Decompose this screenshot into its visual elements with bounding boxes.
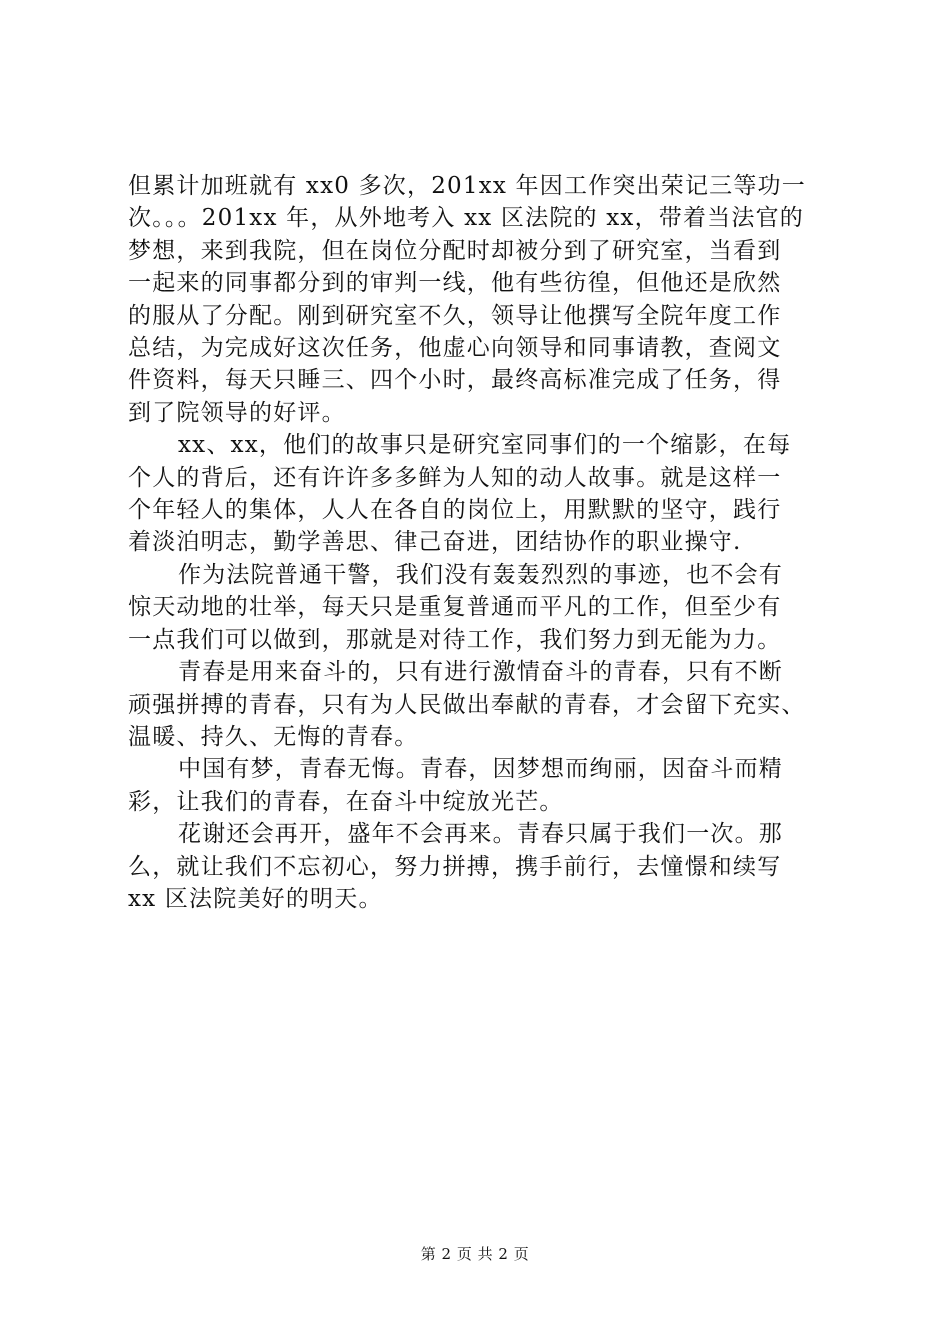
text-line: 一点我们可以做到，那就是对待工作，我们努力到无能为力。 [128, 626, 782, 653]
text-line: 着淡泊明志，勤学善思、律己奋进，团结协作的职业操守. [128, 529, 742, 556]
paragraph [128, 656, 828, 753]
text-line: 次。。。201xx 年，从外地考入 xx 区法院的 xx，带着当法官的 [128, 205, 804, 232]
text-line: 总结，为完成好这次任务，他虚心向领导和同事请教，查阅文 [128, 335, 782, 362]
text-line: 但累计加班就有 xx0 多次，201xx 年因工作突出荣记三等功一 [128, 173, 806, 199]
text-line: 花谢还会再开，盛年不会再来。青春只属于我们一次。那 [178, 821, 783, 848]
text-line: 惊天动地的壮举，每天只是重复普通而平凡的工作，但至少有 [128, 594, 782, 621]
document-body [128, 170, 828, 915]
text-line: 温暖、持久、无悔的青春。 [128, 723, 419, 750]
paragraph [128, 429, 828, 559]
text-line: 中国有梦，青春无悔。青春，因梦想而绚丽，因奋斗而精 [178, 756, 783, 783]
text-line: 青春是用来奋斗的，只有进行激情奋斗的青春，只有不断 [178, 659, 783, 686]
text-line: 件资料，每天只睡三、四个小时，最终高标准完成了任务，得 [128, 367, 782, 394]
text-line: 一起来的同事都分到的审判一线，他有些彷徨，但他还是欣然 [128, 270, 782, 297]
text-line: xx 区法院美好的明天。 [128, 885, 383, 912]
text-line: 个年轻人的集体，人人在各自的岗位上，用默默的坚守，践行 [128, 497, 782, 524]
text-line: 的服从了分配。刚到研究室不久，领导让他撰写全院年度工作 [128, 302, 782, 329]
page-footer: 第 2 页 共 2 页 [420, 1245, 530, 1263]
text-line: 顽强拼搏的青春，只有为人民做出奉献的青春，才会留下充实、 [128, 691, 806, 718]
paragraph [128, 559, 828, 656]
text-line: 彩，让我们的青春，在奋斗中绽放光芒。 [128, 788, 564, 815]
text-line: xx、xx，他们的故事只是研究室同事们的一个缩影，在每 [178, 432, 792, 459]
text-line: 么，就让我们不忘初心，努力拼搏，携手前行，去憧憬和续写 [128, 853, 782, 880]
paragraph [128, 753, 828, 818]
text-line: 个人的背后，还有许许多多鲜为人知的动人故事。就是这样一 [128, 464, 782, 491]
paragraph [128, 170, 828, 429]
text-line: 作为法院普通干警，我们没有轰轰烈烈的事迹，也不会有 [178, 561, 783, 588]
text-line: 到了院领导的好评。 [128, 399, 346, 426]
text-line: 梦想，来到我院，但在岗位分配时却被分到了研究室，当看到 [128, 237, 782, 264]
paragraph [128, 818, 828, 915]
